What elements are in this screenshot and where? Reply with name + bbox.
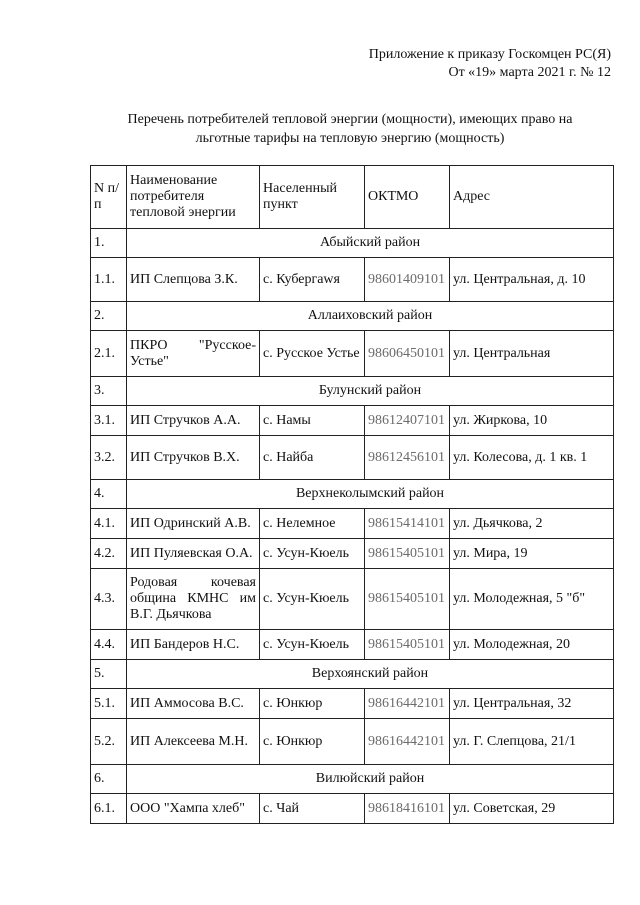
address: ул. Дьячкова, 2 <box>450 509 614 539</box>
table-header-row <box>91 166 614 229</box>
table-row <box>91 406 614 436</box>
district-row <box>91 480 614 509</box>
district-row <box>91 377 614 406</box>
district-name: Вилюйский район <box>127 765 614 794</box>
column-header-locality: Населенный пункт <box>260 166 365 229</box>
table-row <box>91 509 614 539</box>
district-number: 5. <box>91 660 127 689</box>
oktmo-code: 98601409101 <box>365 258 450 302</box>
consumer-name: ИП Алексеева М.Н. <box>127 719 260 765</box>
row-number: 4.2. <box>91 539 127 569</box>
row-number: 6.1. <box>91 794 127 824</box>
consumer-name: ИП Аммосова В.С. <box>127 689 260 719</box>
consumer-name: ИП Бандеров Н.С. <box>127 630 260 660</box>
oktmo-code: 98615405101 <box>365 569 450 630</box>
address: ул. Советская, 29 <box>450 794 614 824</box>
locality: с. Усун-Кюель <box>260 569 365 630</box>
row-number: 5.1. <box>91 689 127 719</box>
consumer-name: ПКРО "Русское-Устье" <box>127 331 260 377</box>
locality: с. Юнкюр <box>260 689 365 719</box>
locality: с. Кубергаwя <box>260 258 365 302</box>
table-row <box>91 258 614 302</box>
table-row <box>91 569 614 630</box>
title-line-1: Перечень потребителей тепловой энергии (мощности), имеющих право на <box>127 112 573 127</box>
district-name: Абыйский район <box>127 229 614 258</box>
row-number: 1.1. <box>91 258 127 302</box>
table-row <box>91 539 614 569</box>
row-number: 3.2. <box>91 436 127 480</box>
locality: с. Найба <box>260 436 365 480</box>
oktmo-code: 98615414101 <box>365 509 450 539</box>
row-number: 4.1. <box>91 509 127 539</box>
appendix-header <box>369 46 611 82</box>
column-header-address: Адрес <box>450 166 614 229</box>
district-row <box>91 660 614 689</box>
district-name: Булунский район <box>127 377 614 406</box>
consumer-name: ИП Одринский А.В. <box>127 509 260 539</box>
district-name: Верхоянский район <box>127 660 614 689</box>
table-row <box>91 331 614 377</box>
oktmo-code: 98615405101 <box>365 539 450 569</box>
row-number: 4.3. <box>91 569 127 630</box>
oktmo-code: 98615405101 <box>365 630 450 660</box>
appendix-date-line: От «19» марта 2021 г. № 12 <box>448 65 611 80</box>
oktmo-code: 98618416101 <box>365 794 450 824</box>
district-number: 2. <box>91 302 127 331</box>
consumer-name: ИП Слепцова З.К. <box>127 258 260 302</box>
district-row <box>91 229 614 258</box>
district-number: 4. <box>91 480 127 509</box>
table-row <box>91 630 614 660</box>
locality: с. Чай <box>260 794 365 824</box>
table-row <box>91 436 614 480</box>
locality: с. Русское Устье <box>260 331 365 377</box>
table-row <box>91 689 614 719</box>
consumer-name: ИП Стручков В.Х. <box>127 436 260 480</box>
appendix-order-line: Приложение к приказу Госкомцен РС(Я) <box>368 47 611 62</box>
table-row <box>91 719 614 765</box>
consumer-name: ИП Стручков А.А. <box>127 406 260 436</box>
table-row <box>91 794 614 824</box>
locality: с. Намы <box>260 406 365 436</box>
district-row <box>91 765 614 794</box>
address: ул. Жиркова, 10 <box>450 406 614 436</box>
address: ул. Г. Слепцова, 21/1 <box>450 719 614 765</box>
locality: с. Усун-Кюель <box>260 630 365 660</box>
oktmo-code: 98616442101 <box>365 689 450 719</box>
consumer-name: ООО "Хампа хлеб" <box>127 794 260 824</box>
district-name: Верхнеколымский район <box>127 480 614 509</box>
consumers-table <box>90 165 614 824</box>
title-line-2: льготные тарифы на тепловую энергию (мощность) <box>195 131 505 146</box>
locality: с. Юнкюр <box>260 719 365 765</box>
address: ул. Колесова, д. 1 кв. 1 <box>450 436 614 480</box>
locality: с. Усун-Кюель <box>260 539 365 569</box>
address: ул. Молодежная, 20 <box>450 630 614 660</box>
column-header-number: N п/п <box>91 166 127 229</box>
address: ул. Мира, 19 <box>450 539 614 569</box>
address: ул. Центральная, 32 <box>450 689 614 719</box>
oktmo-code: 98612407101 <box>365 406 450 436</box>
district-name: Аллаиховский район <box>127 302 614 331</box>
district-number: 1. <box>91 229 127 258</box>
oktmo-code: 98616442101 <box>365 719 450 765</box>
row-number: 2.1. <box>91 331 127 377</box>
address: ул. Центральная, д. 10 <box>450 258 614 302</box>
address: ул. Молодежная, 5 "б" <box>450 569 614 630</box>
document-title <box>90 110 610 148</box>
district-number: 3. <box>91 377 127 406</box>
consumer-name: Родовая кочевая община КМНС им В.Г. Дьячкова <box>127 569 260 630</box>
oktmo-code: 98606450101 <box>365 331 450 377</box>
address: ул. Центральная <box>450 331 614 377</box>
district-number: 6. <box>91 765 127 794</box>
row-number: 3.1. <box>91 406 127 436</box>
column-header-consumer: Наименование потребителя тепловой энергии <box>127 166 260 229</box>
row-number: 5.2. <box>91 719 127 765</box>
oktmo-code: 98612456101 <box>365 436 450 480</box>
column-header-oktmo: ОКТМО <box>365 166 450 229</box>
district-row <box>91 302 614 331</box>
row-number: 4.4. <box>91 630 127 660</box>
consumer-name: ИП Пуляевская О.А. <box>127 539 260 569</box>
locality: с. Нелемное <box>260 509 365 539</box>
